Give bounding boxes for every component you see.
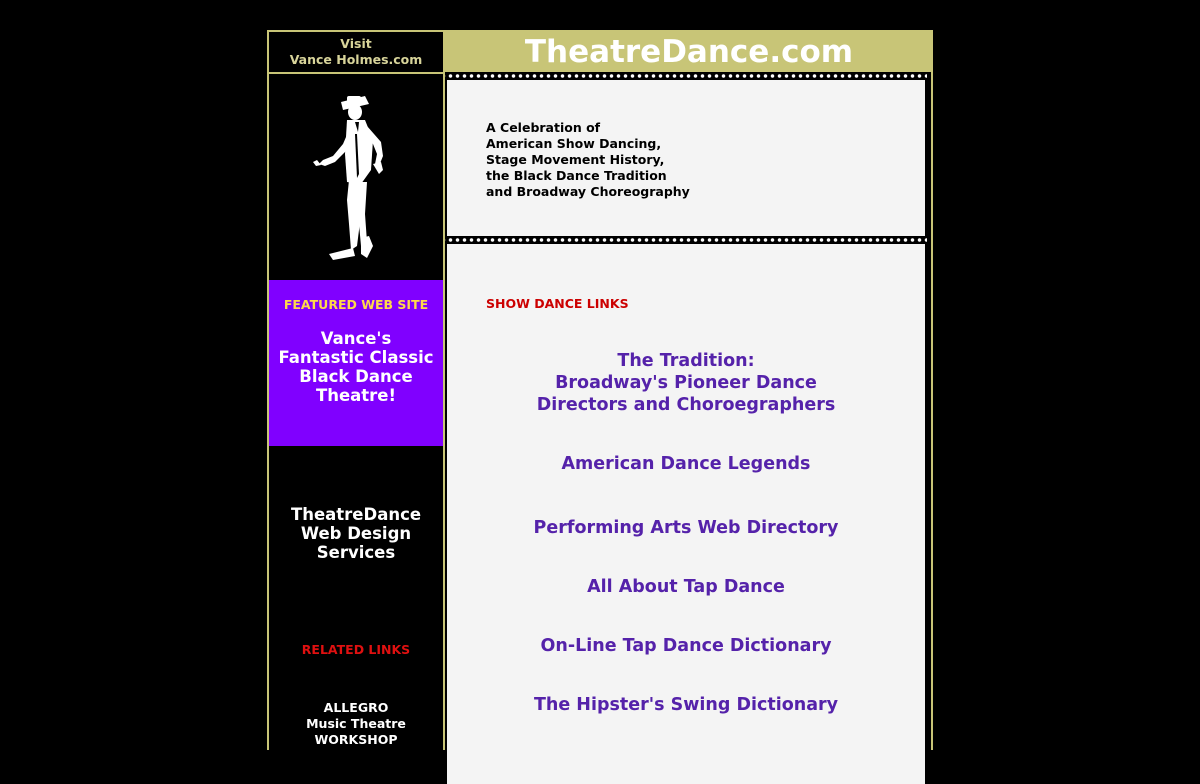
film-strip-border-bottom [445, 236, 927, 244]
featured-link-line: Fantastic Classic [278, 348, 434, 367]
dancer-silhouette-icon [269, 74, 443, 280]
tagline [486, 120, 690, 200]
link-line: Performing Arts Web Directory [533, 518, 839, 538]
featured-heading: FEATURED WEB SITE [283, 297, 429, 312]
visit-vance-holmes-link[interactable] [269, 32, 443, 72]
performing-arts-web-directory-link[interactable] [447, 517, 925, 539]
web-design-line: Services [316, 543, 396, 562]
featured-black-dance-theatre-link[interactable] [277, 329, 435, 405]
allegro-line: WORKSHOP [314, 732, 398, 747]
featured-link-line: Vance's [320, 329, 392, 348]
tagline-line: the Black Dance Tradition [486, 168, 667, 183]
link-line: All About Tap Dance [587, 577, 785, 597]
tagline-panel [447, 80, 925, 236]
tap-dance-dictionary-link[interactable] [447, 635, 925, 657]
visit-line-1: Visit [340, 36, 372, 51]
tagline-line: American Show Dancing, [486, 136, 662, 151]
all-about-tap-dance-link[interactable] [447, 576, 925, 598]
hipster-swing-dictionary-link[interactable] [447, 694, 925, 716]
site-title: TheatreDance.com [524, 34, 854, 70]
tagline-line: Stage Movement History, [486, 152, 665, 167]
link-line: The Hipster's Swing Dictionary [533, 695, 839, 715]
allegro-workshop-link[interactable] [269, 700, 443, 748]
link-line: The Tradition: [617, 351, 755, 371]
allegro-line: ALLEGRO [323, 700, 389, 715]
film-strip-border-top [445, 72, 927, 80]
web-design-services-link[interactable] [269, 505, 443, 562]
link-line: Directors and Choroegraphers [536, 395, 836, 415]
left-sidebar [269, 74, 443, 774]
link-line: On-Line Tap Dance Dictionary [540, 636, 832, 656]
main-content [445, 72, 931, 772]
tradition-pioneers-link[interactable] [447, 350, 925, 416]
allegro-line: Music Theatre [306, 716, 406, 731]
show-dance-links-panel [447, 244, 925, 784]
tagline-line: and Broadway Choreography [486, 184, 690, 199]
show-dance-links-heading: SHOW DANCE LINKS [486, 296, 629, 311]
featured-link-line: Theatre! [315, 386, 397, 405]
dancer-image [269, 74, 443, 280]
featured-link-line: Black Dance [299, 367, 413, 386]
related-links-heading: RELATED LINKS [301, 642, 411, 657]
page-frame [267, 30, 933, 750]
web-design-line: Web Design [300, 524, 412, 543]
american-dance-legends-link[interactable] [447, 453, 925, 475]
tagline-line: A Celebration of [486, 120, 601, 135]
link-line: Broadway's Pioneer Dance [555, 373, 817, 393]
web-design-line: TheatreDance [290, 505, 422, 524]
link-line: American Dance Legends [561, 454, 811, 474]
visit-line-2: Vance Holmes.com [289, 52, 423, 67]
featured-web-site-box [269, 280, 443, 446]
